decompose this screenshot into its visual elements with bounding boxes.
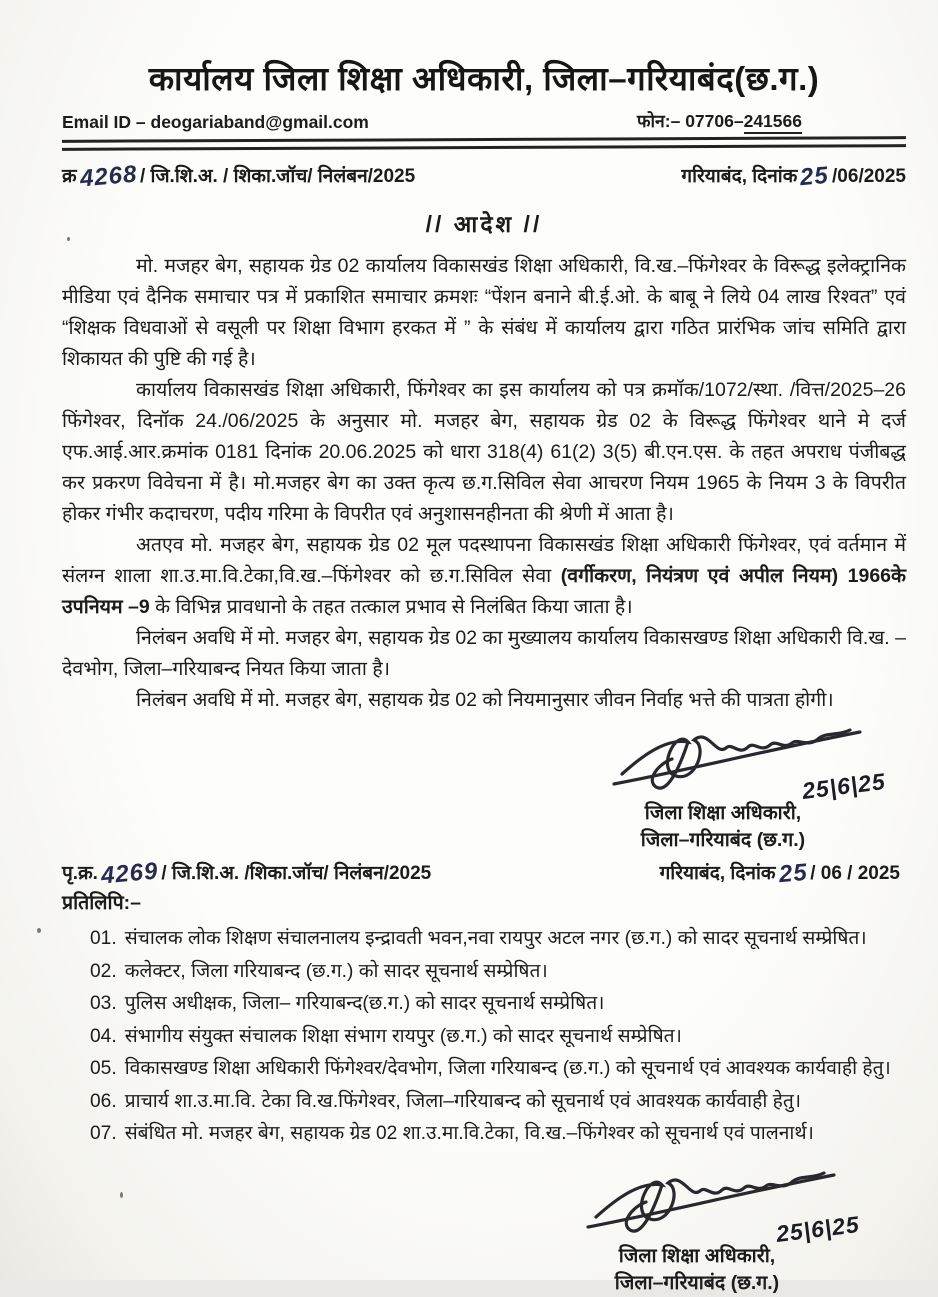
handwritten-sign-date: 25|6|25 <box>774 1210 862 1247</box>
copy-item-6 <box>90 1086 906 1119</box>
handwritten-ref-number: 4268 <box>78 160 139 193</box>
signature-area <box>588 724 888 805</box>
order-body <box>62 251 906 716</box>
phone-label: फोन:– <box>637 111 681 132</box>
document-content <box>62 58 906 1297</box>
paragraph-3-pre: अतएव मो. मजहर बेग, सहायक ग्रेड 02 मूल पदस्थापना विकासखंड शिक्षा अधिकारी फिंगेश्वर, एवं वर्तमान में संलग्न शाला शा.उ.मा.वि.टेका,वि.ख.–फिंगेश्वर को छ.ग.सिविल सेवा <box>62 534 906 588</box>
signatory-district: जिला–गरियाबंद (छ.ग.) <box>614 1271 780 1294</box>
email-id: Email ID – deogariaband@gmail.com <box>62 112 369 133</box>
copy-item-text: संबंधित मो. मजहर बेग, सहायक ग्रेड 02 शा.उ.मा.वि.टेका, वि.ख.–फिंगेश्वर को सूचनार्थ एवं पालनार्थ। <box>124 1123 814 1145</box>
place-date <box>681 161 906 192</box>
handwritten-sign-date: 25|6|25 <box>800 768 888 805</box>
signatory-designation: जिला शिक्षा अधिकारी, <box>618 1244 776 1267</box>
copy-item-3 <box>90 988 906 1021</box>
copy-item-text: विकासखण्ड शिक्षा अधिकारी फिंगेश्वर/देवभोग, जिला गरियाबन्द (छ.ग.) को सूचनार्थ एवं आवश्यक कार्यवाही हेतु। <box>124 1058 891 1080</box>
copy-item-text: पुलिस अधीक्षक, जिला– गरियाबन्द(छ.ग.) को सादर सूचनार्थ सम्प्रेषित। <box>124 993 605 1015</box>
contact-row <box>62 109 906 133</box>
signature-block-bottom <box>532 1167 862 1297</box>
office-title: कार्यालय जिला शिक्षा अधिकारी, जिला–गरियाबंद(छ.ग.) <box>148 60 820 97</box>
copies-list <box>62 923 906 1151</box>
paragraph-4: निलंबन अवधि में मो. मजहर बेग, सहायक ग्रेड 02 का मुख्यालय कार्यालय विकासखण्ड शिक्षा अधिकारी वि.ख. –देवभोग, जिला–गरियाबन्द नियत किया जाता है। <box>62 627 906 681</box>
paragraph-3-bold: (वर्गीकरण, नियंत्रण एवं अपील नियम) 1966के उपनियम –9 <box>62 565 906 619</box>
copy-item-number: 07. <box>90 1123 117 1145</box>
paragraph-5: निलंबन अवधि में मो. मजहर बेग, सहायक ग्रेड 02 को नियमानुसार जीवन निर्वाह भत्ते की पात्रता होगी। <box>136 689 834 712</box>
copy-item-number: 02. <box>90 960 117 982</box>
endorsement-place-date <box>659 858 900 889</box>
endorsement-prefix: पृ.क्र. <box>62 863 98 885</box>
signatory-designation: जिला शिक्षा अधिकारी, <box>644 802 802 825</box>
paragraph-2: कार्यालय विकासखंड शिक्षा अधिकारी, फिंगेश्वर का इस कार्यालय को पत्र क्रमॉक/1072/स्था. /वित्त/2025–26 फिंगेश्वर, दिनॉक 24./06/2025 के अनुसार मो. मजहर बेग, सहायक ग्रेड 02 के विरूद्ध फिंगेश्वर थाने मे दर्ज एफ.आई.आर.क्रमांक 0181 दिनांक 20.06.2025 को धारा 318(4) 61(2) 3(5) बी.एन.एस. के तहत अपराध पंजीबद्ध कर प्रकरण विवेचना में है। मो.मजहर बेग का उक्त कृत्य छ.ग.सिविल सेवा आचरण नियम 1965 के नियम 3 के विपरीत होकर गंभीर कदाचरण, पदीय गरिमा के विपरीत एवं अनुशासनहीनता की श्रेणी में आता है। <box>62 379 906 526</box>
copy-item-text: प्राचार्य शा.उ.मा.वि. टेका वि.ख.फिंगेश्वर, जिला–गरियाबन्द को सूचनार्थ एवं आवश्यक कार्यवाही हेतु। <box>124 1090 802 1112</box>
phone-underlined-part: 241566 <box>744 111 802 134</box>
reference-row <box>62 160 906 193</box>
endorsement-suffix: / जि.शि.अ. /शिका.जॉच/ निलंबन/2025 <box>161 863 432 885</box>
scan-speck <box>120 1192 123 1198</box>
copy-item-number: 04. <box>90 1025 117 1047</box>
handwritten-day: 25 <box>799 162 831 192</box>
header-divider <box>62 136 906 151</box>
ref-prefix: क्र <box>62 166 77 188</box>
endorsement-number-block <box>62 858 431 915</box>
ref-suffix: / जि.शि.अ. / शिका.जॉच/ निलंबन/2025 <box>139 166 416 188</box>
signature-area <box>562 1167 862 1247</box>
endorsement-number <box>62 857 432 890</box>
copy-item-text: कलेक्टर, जिला गरियाबन्द (छ.ग.) को सादर सूचनार्थ सम्प्रेषित। <box>124 960 548 982</box>
copy-item-7 <box>90 1118 906 1151</box>
copy-item-2 <box>90 956 906 989</box>
copy-item-number: 06. <box>90 1090 117 1112</box>
paragraph-1: मो. मजहर बेग, सहायक ग्रेड 02 कार्यालय विकासखंड शिक्षा अधिकारी, वि.ख.–फिंगेश्वर के विरूद्ध इलेक्ट्रानिक मीडिया एवं दैनिक समाचार पत्र में प्रकाशित समाचार क्रमशः “पेंशन बनाने बी.ई.ओ. के बाबू ने लिये 04 लाख रिश्वत” एवं “शिक्षक विधवाओं से वसूली पर शिक्षा विभाग हरकत में ” के संबंध में कार्यालय द्वारा गठित प्रारंभिक जांच समिति द्वारा शिकायत की पुष्टि की गई है। <box>62 255 906 371</box>
copy-item-number: 05. <box>90 1058 117 1080</box>
copy-item-5 <box>90 1053 906 1086</box>
date-suffix: /06/2025 <box>832 166 906 188</box>
copy-item-text: संचालक लोक शिक्षण संचालनालय इन्द्रावती भवन,नवा रायपुर अटल नगर (छ.ग.) को सादर सूचनार्थ सम्प्रेषित। <box>124 928 867 950</box>
scan-speck <box>37 928 41 933</box>
copy-item-number: 03. <box>90 993 117 1015</box>
copy-item-1 <box>90 923 906 956</box>
signatory-district: जिला–गरियाबंद (छ.ग.) <box>640 829 806 852</box>
endorsement-date-suffix: / 06 / 2025 <box>810 863 900 885</box>
scan-speck <box>67 237 70 241</box>
copy-item-number: 01. <box>90 928 117 950</box>
outward-number <box>62 160 416 193</box>
place-date-label: गरियाबंद, दिनांक <box>681 166 798 188</box>
copy-item-text: संभागीय संयुक्त संचालक शिक्षा संभाग रायपुर (छ.ग.) को सादर सूचनार्थ सम्प्रेषित। <box>124 1025 682 1047</box>
handwritten-endorsement-number: 4269 <box>99 857 160 890</box>
phone-number <box>637 109 802 133</box>
order-heading: // आदेश // <box>425 211 543 238</box>
paragraph-3 <box>62 530 906 623</box>
paragraph-3-post: के विभिन्न प्रावधानो के तहत तत्काल प्रभाव से निलंबित किया जाता है। <box>149 596 633 619</box>
phone-prefix: 07706– <box>685 111 744 132</box>
signature-block-top <box>558 724 888 854</box>
handwritten-endorsement-day: 25 <box>777 859 809 889</box>
endorsement-row <box>62 858 906 915</box>
endorsement-place-label: गरियाबंद, दिनांक <box>659 863 776 885</box>
copy-item-4 <box>90 1021 906 1054</box>
copies-label: प्रतिलिपि:– <box>62 892 141 915</box>
